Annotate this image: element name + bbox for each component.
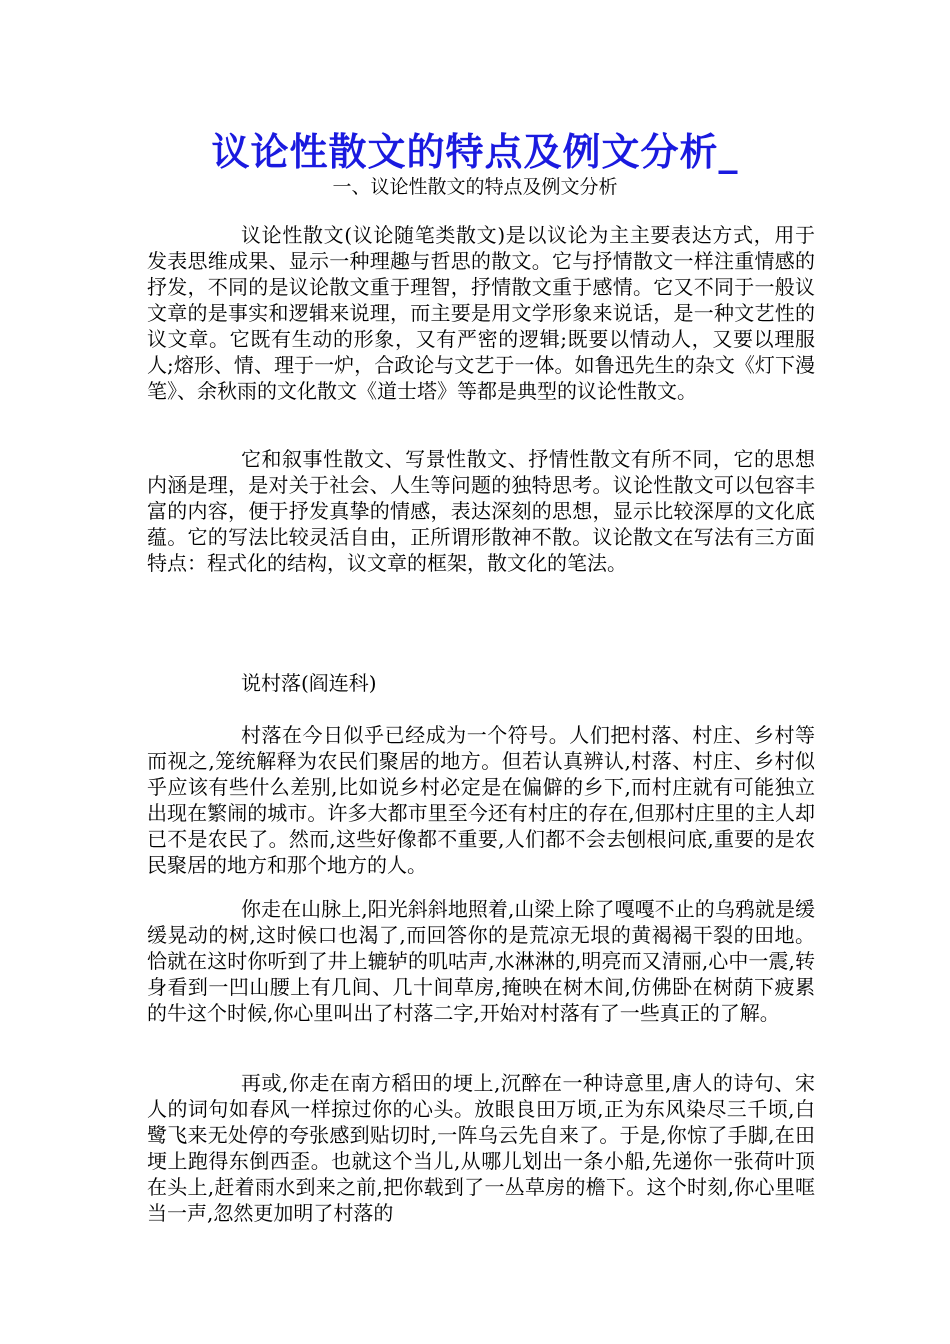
document-title: 议论性散文的特点及例文分析_ (211, 130, 739, 174)
paragraph-village-1: 村落在今日似乎已经成为一个符号。人们把村落、村庄、乡村等而视之,笼统解释为农民们聚居的地方。但若认真辨认,村落、村庄、乡村似乎应该有些什么差别,比如说乡村必定是在偏僻的乡下,而村庄就有可能独立出现在繁闹的城市。许多大都市里至今还有村庄的存在,但那村庄里的主人却已不是农民了。然而,这些好像都不重要,人们都不会去刨根问底,重要的是农民聚居的地方和那个地方的人。 (147, 723, 815, 877)
paragraph-features: 它和叙事性散文、写景性散文、抒情性散文有所不同，它的思想内涵是理，是对关于社会、人生等问题的独特思考。议论性散文可以包容丰富的内容，便于抒发真挚的情感，表达深刻的思想，显示比较深厚的文化底蕴。它的写法比较灵活自由，正所谓形散神不散。议论散文在写法有三方面特点：程式化的结构，议文章的框架，散文化的笔法。 (147, 447, 815, 575)
paragraph-village-3: 再或,你走在南方稻田的埂上,沉醉在一种诗意里,唐人的诗句、宋人的词句如春风一样掠过你的心头。放眼良田万顷,正为东风染尽三千顷,白鹭飞来无处停的夸张感到贴切时,一阵乌云先自来了。于是,你惊了手脚,在田埂上跑得东倒西歪。也就这个当儿,从哪儿划出一条小船,先递你一张荷叶顶在头上,赶着雨水到来之前,把你载到了一丛草房的檐下。这个时刻,你心里哐当一声,忽然更加明了村落的 (147, 1071, 815, 1225)
paragraph-intro: 议论性散文(议论随笔类散文)是以议论为主主要表达方式，用于发表思维成果、显示一种理趣与哲思的散文。它与抒情散文一样注重情感的抒发，不同的是议论散文重于理智，抒情散文重于感情。它又不同于一般议文章的是事实和逻辑来说理，而主要是用文学形象来说话，是一种文艺性的议文章。它既有生动的形象，又有严密的逻辑;既要以情动人，又要以理服人;熔形、情、理于一炉，合政论与文艺于一体。如鲁迅先生的杂文《灯下漫笔》、余秋雨的文化散文《道士塔》等都是典型的议论性散文。 (147, 223, 815, 403)
document-subtitle: 一、议论性散文的特点及例文分析 (332, 176, 618, 198)
paragraph-village-2: 你走在山脉上,阳光斜斜地照着,山梁上除了嘎嘎不止的乌鸦就是缓缓晃动的树,这时候口也渴了,而回答你的是荒凉无垠的黄褐褐干裂的田地。恰就在这时你听到了井上辘轳的叽咕声,水淋淋的,明亮而又清丽,心中一震,转身看到一凹山腰上有几间、几十间草房,掩映在树木间,仿佛卧在树荫下疲累的牛这个时候,你心里叫出了村落二字,开始对村落有了一些真正的了解。 (147, 897, 815, 1025)
essay-heading: 说村落(阎连科) (241, 671, 377, 695)
